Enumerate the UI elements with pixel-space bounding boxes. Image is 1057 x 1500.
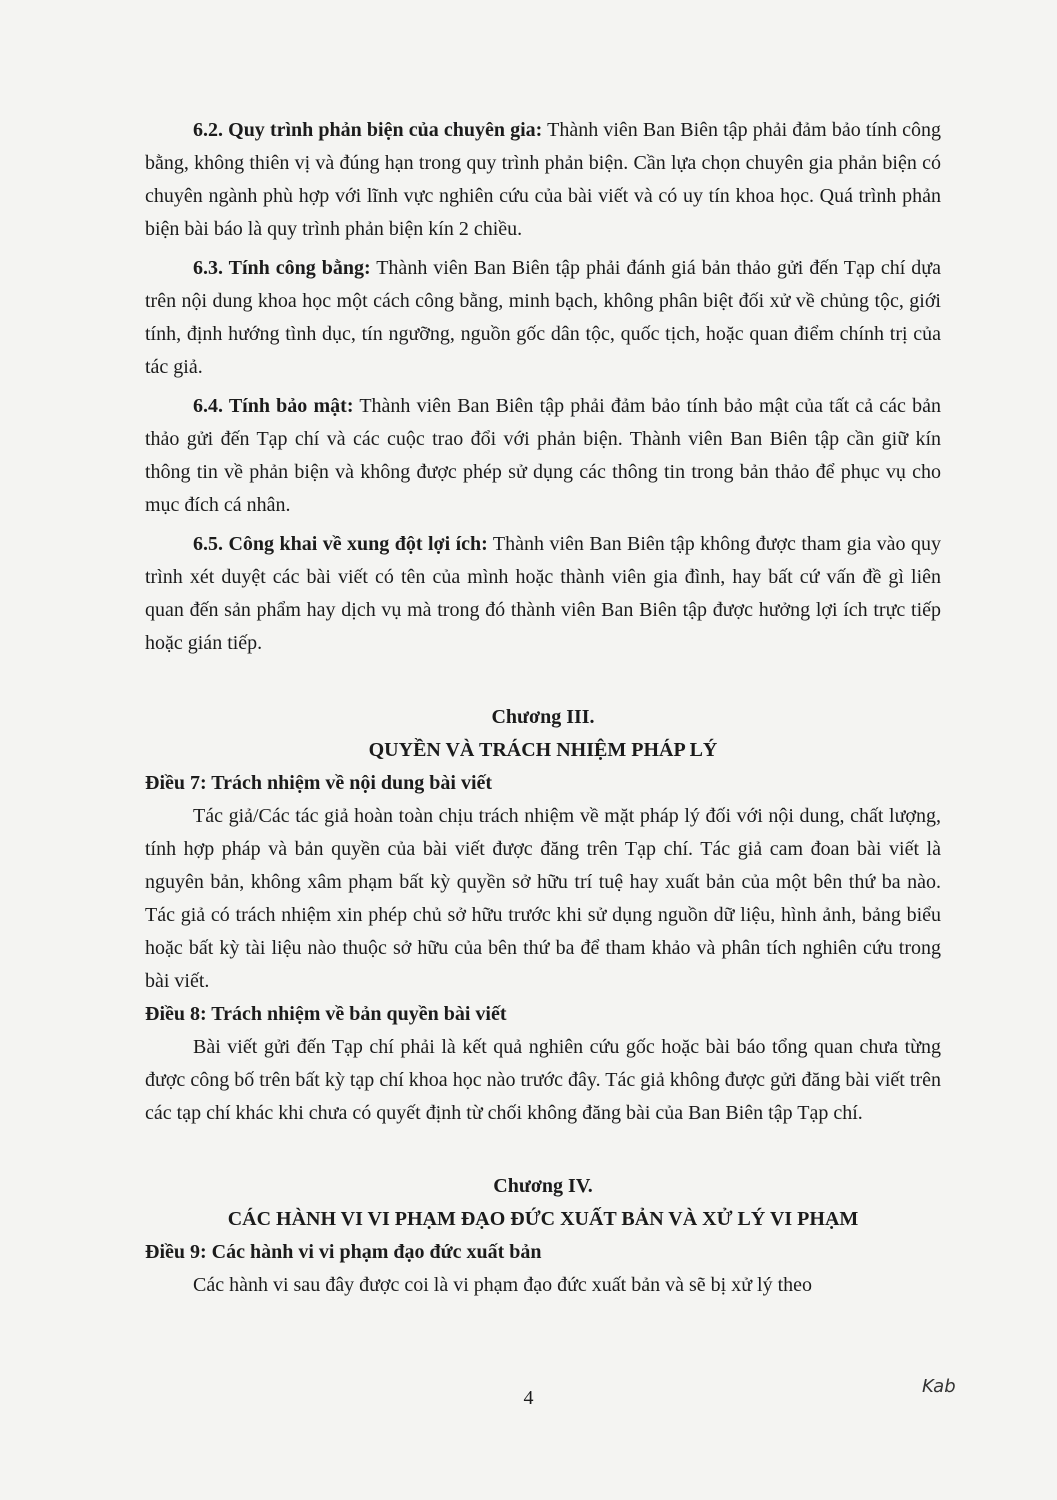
chapter-4-title: CÁC HÀNH VI VI PHẠM ĐẠO ĐỨC XUẤT BẢN VÀ XỬ LÝ VI PHẠM <box>227 1208 859 1230</box>
section-6-2-label: 6.2. Quy trình phản biện của chuyên gia: <box>193 119 543 141</box>
page-number: 4 <box>523 1387 534 1409</box>
page-content <box>145 114 941 1302</box>
article-7-title: Điều 7: Trách nhiệm về nội dung bài viết <box>145 772 493 794</box>
article-8-text: Bài viết gửi đến Tạp chí phải là kết quả nghiên cứu gốc hoặc bài báo tổng quan chưa từng được công bố trên bất kỳ tạp chí khoa học nào trước đây. Tác giả không được gửi đăng bài viết trên các tạp chí khác khi chưa có quyết định từ chối không đăng bài của Ban Biên tập Tạp chí. <box>145 1036 941 1124</box>
article-8-title: Điều 8: Trách nhiệm về bản quyền bài viết <box>145 1003 507 1025</box>
handwritten-initials: Kab <box>922 1376 956 1397</box>
section-6-5 <box>145 528 941 660</box>
article-9-title: Điều 9: Các hành vi vi phạm đạo đức xuất bản <box>145 1241 542 1263</box>
section-6-4-text: Thành viên Ban Biên tập phải đảm bảo tính bảo mật của tất cả các bản thảo gửi đến Tạp chí và các cuộc trao đổi với phản biện. Thành viên Ban Biên tập cần giữ kín thông tin về phản biện và không được phép sử dụng các thông tin trong bản thảo để phục vụ cho mục đích cá nhân. <box>145 395 941 516</box>
section-6-2 <box>145 114 941 246</box>
section-6-5-label: 6.5. Công khai về xung đột lợi ích: <box>193 533 488 555</box>
chapter-3-title: QUYỀN VÀ TRÁCH NHIỆM PHÁP LÝ <box>368 739 718 761</box>
section-6-3-label: 6.3. Tính công bằng: <box>193 257 371 279</box>
section-6-4 <box>145 390 941 522</box>
section-6-5-text: Thành viên Ban Biên tập không được tham gia vào quy trình xét duyệt các bài viết có tên của mình hoặc thành viên gia đình, hay bất cứ vấn đề gì liên quan đến sản phẩm hay dịch vụ mà trong đó thành viên Ban Biên tập được hưởng lợi ích trực tiếp hoặc gián tiếp. <box>145 533 941 654</box>
section-6-3-text: Thành viên Ban Biên tập phải đánh giá bản thảo gửi đến Tạp chí dựa trên nội dung khoa học một cách công bằng, minh bạch, không phân biệt đối xử về chủng tộc, giới tính, định hướng tình dục, tín ngưỡng, nguồn gốc dân tộc, quốc tịch, hoặc quan điểm chính trị của tác giả. <box>145 257 941 378</box>
chapter-3-number: Chương III. <box>491 706 595 728</box>
section-6-2-text: Thành viên Ban Biên tập phải đảm bảo tính công bằng, không thiên vị và đúng hạn trong quy trình phản biện. Cần lựa chọn chuyên gia phản biện có chuyên ngành phù hợp với lĩnh vực nghiên cứu của bài viết và có uy tín khoa học. Quá trình phản biện bài báo là quy trình phản biện kín 2 chiều. <box>145 119 941 240</box>
article-7-text: Tác giả/Các tác giả hoàn toàn chịu trách nhiệm về mặt pháp lý đối với nội dung, chất lượng, tính hợp pháp và bản quyền của bài viết được đăng trên Tạp chí. Tác giả cam đoan bài viết là nguyên bản, không xâm phạm bất kỳ quyền sở hữu trí tuệ hay xuất bản của một bên thứ ba nào. Tác giả có trách nhiệm xin phép chủ sở hữu trước khi sử dụng nguồn dữ liệu, hình ảnh, bảng biểu hoặc bất kỳ tài liệu nào thuộc sở hữu của bên thứ ba để tham khảo và phân tích nghiên cứu trong bài viết. <box>145 805 941 992</box>
section-6-4-label: 6.4. Tính bảo mật: <box>193 395 354 417</box>
section-6-3 <box>145 252 941 384</box>
article-9-text: Các hành vi sau đây được coi là vi phạm đạo đức xuất bản và sẽ bị xử lý theo <box>193 1274 813 1296</box>
chapter-4-number: Chương IV. <box>493 1175 593 1197</box>
